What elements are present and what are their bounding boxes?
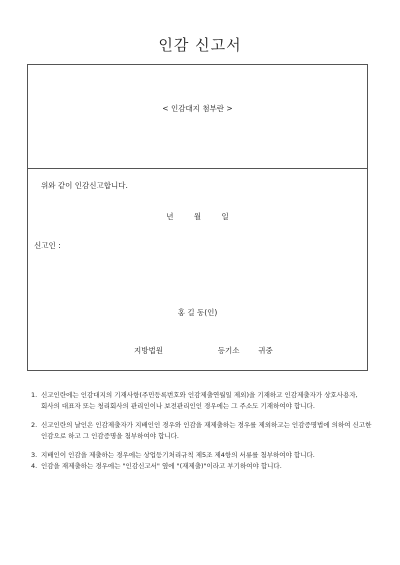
note-number: 2. — [31, 421, 38, 429]
reporter-label: 신고인 : — [34, 241, 61, 250]
note-item — [31, 450, 377, 461]
note-number: 4. — [31, 462, 38, 470]
note-text: 지배인이 인감을 제출하는 경우에는 상업등기처리규칙 제5조 제4항의 서류를 첨부하여야 합니다. — [41, 451, 315, 459]
office-label: 등기소 — [217, 346, 240, 355]
form-box — [27, 64, 368, 371]
page-title: 인감 신고서 — [158, 36, 242, 54]
note-item — [31, 420, 377, 442]
note-number: 3. — [31, 451, 38, 459]
declaration-text: 위와 같이 인감신고합니다. — [41, 181, 128, 190]
seal-area-label: < 인감대지 첨부란 > — [162, 104, 233, 113]
year-label: 년 — [166, 212, 174, 221]
note-item — [31, 390, 377, 412]
note-item — [31, 461, 377, 472]
divider — [28, 168, 367, 169]
addressee-label: 귀중 — [258, 346, 273, 355]
date-line — [28, 211, 367, 222]
note-text: 인감을 재제출하는 경우에는 "인감신고서" 옆에 "(재제출)"이라고 부기하여야 합니다. — [41, 462, 282, 470]
note-number: 1. — [31, 391, 38, 399]
signature-line: 홍 길 동(인) — [177, 308, 218, 317]
notes-list — [31, 390, 377, 480]
month-label: 월 — [193, 212, 202, 221]
note-text: 신고인란에는 인감대지의 기재사항(주민등록번호와 인감제출연월일 제외)을 기재하고 인감제출자가 상호사용자, 회사의 대표자 또는 청리회사의 관리인이나 보전관리인인 경우에는 그 주소도 기재하여야 합니다. — [41, 391, 358, 410]
court-label: 지방법원 — [134, 346, 163, 355]
note-text: 신고인란의 날인은 인감제출자가 지배인인 경우와 인감을 재제출하는 경우를 제외하고는 인감증명법에 의하여 신고한 인감으로 하고 그 인감증명을 첨부하여야 합니다. — [41, 421, 372, 440]
registry-line — [134, 345, 273, 356]
day-label: 일 — [221, 212, 229, 221]
